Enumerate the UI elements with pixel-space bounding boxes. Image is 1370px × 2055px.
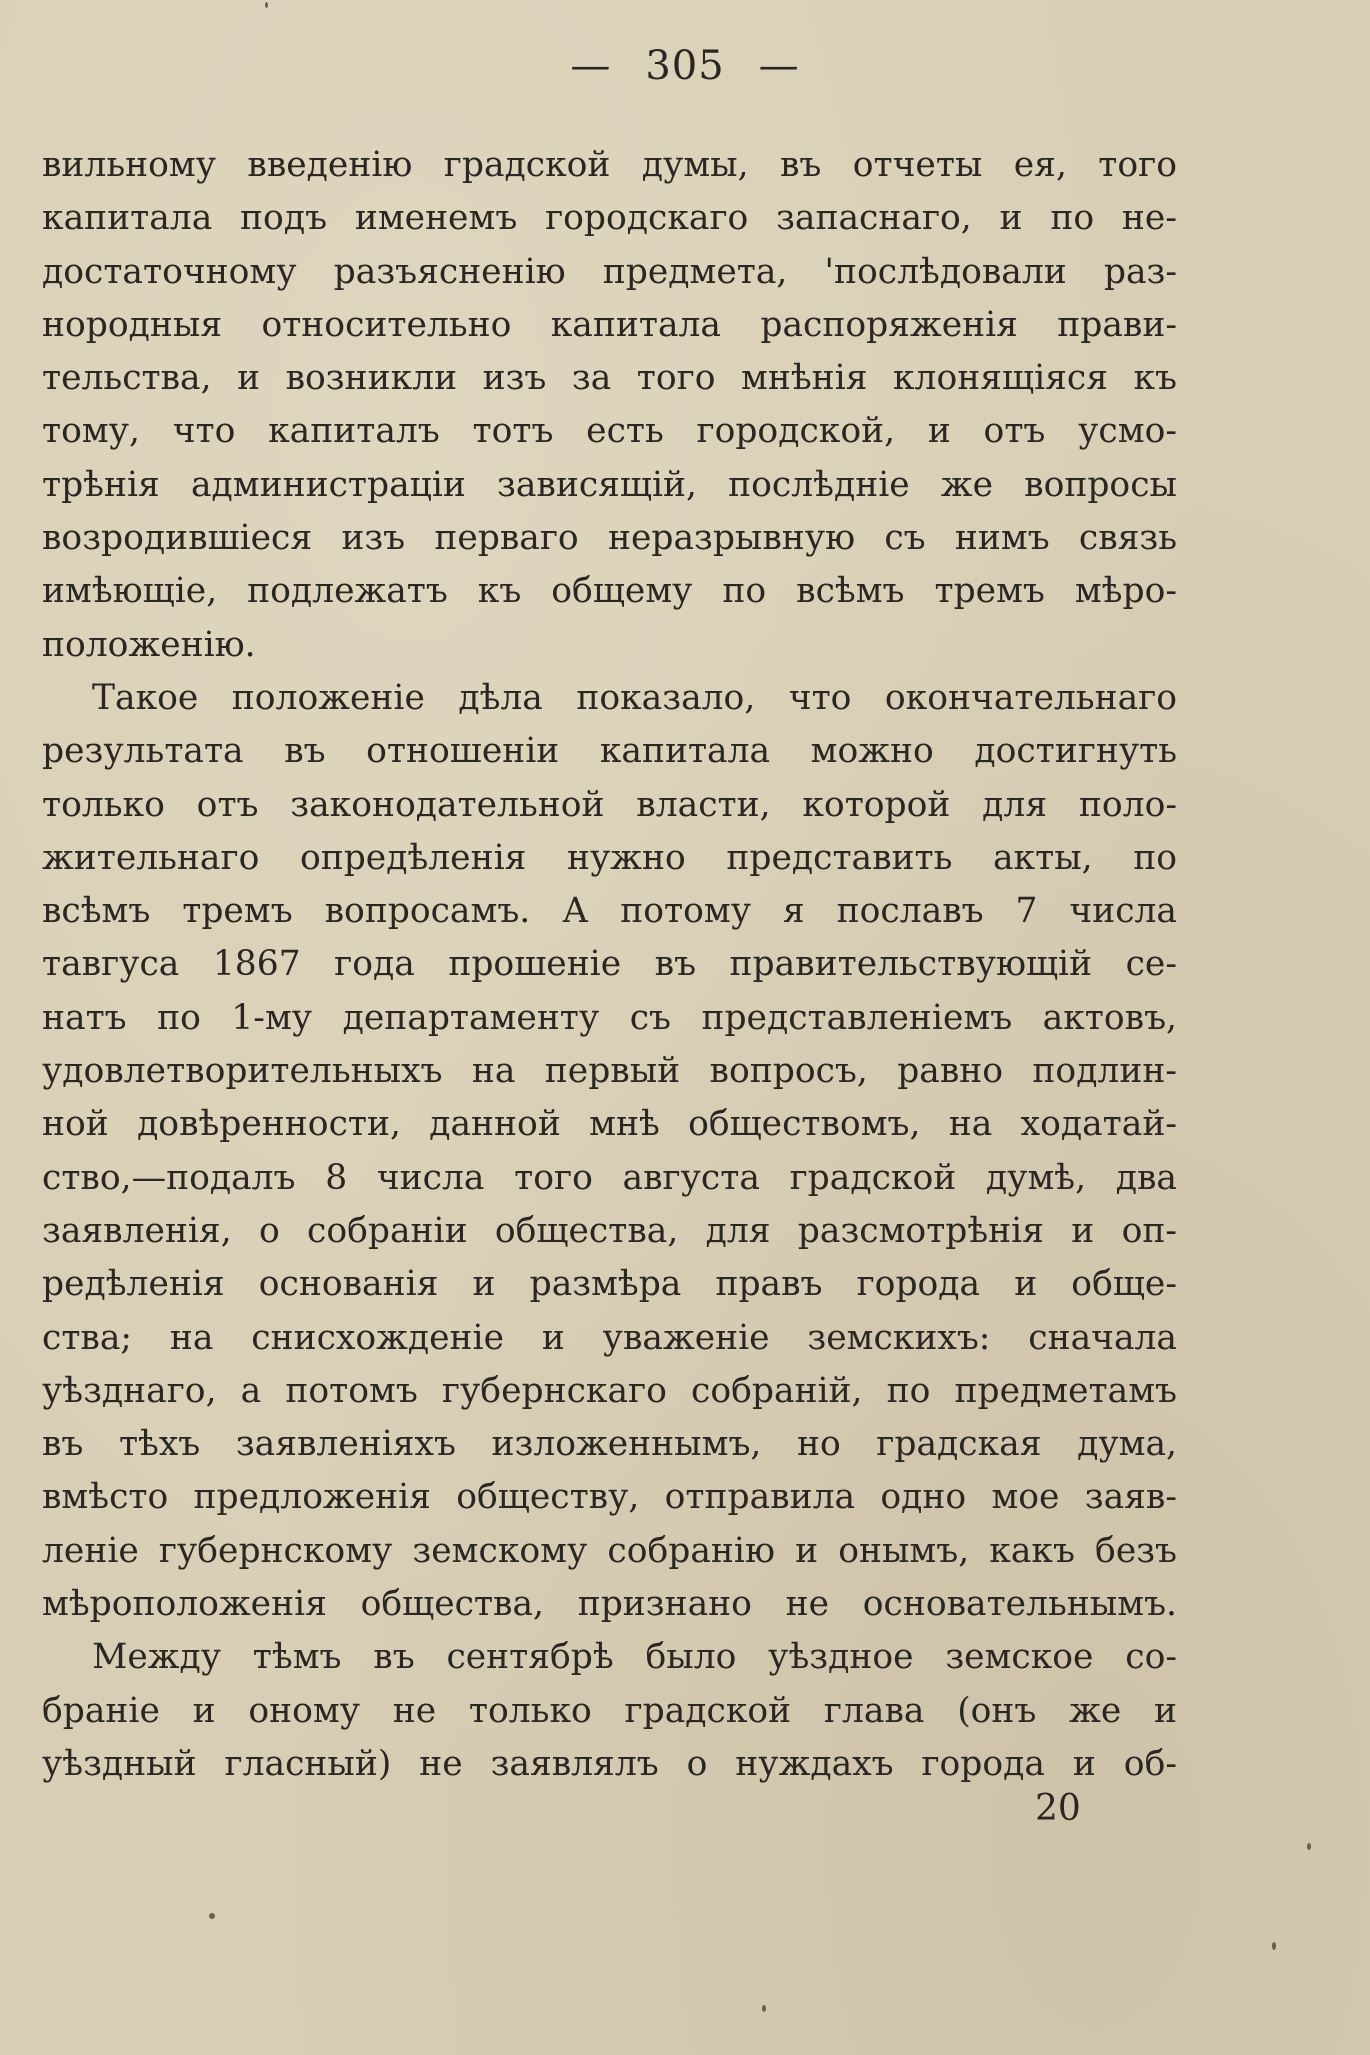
header-dash-right: — xyxy=(758,43,800,89)
ink-speck xyxy=(762,2005,766,2012)
ink-speck xyxy=(1307,1843,1311,1850)
text-line: возродившiеся изъ перваго неразрывную съ нимъ связь xyxy=(42,518,1177,559)
text-line: тавгуса 1867 года прошенiе въ правительствующiй се- xyxy=(42,944,1177,985)
paragraph-end-line: мѣроположенiя общества, признано не основательнымъ. xyxy=(42,1584,1177,1625)
text-line: достаточному разъясненiю предмета, 'послѣдовали раз- xyxy=(42,251,1177,292)
text-line: ства; на снисхожденiе и уваженiе земскихъ: сначала xyxy=(42,1317,1177,1358)
page-header xyxy=(0,40,1370,92)
paragraph-start-line: Такое положенiе дѣла показало, что окончательнаго xyxy=(92,677,1177,718)
text-line: результата въ отношенiи капитала можно достигнуть xyxy=(42,731,1177,772)
text-line: всѣмъ тремъ вопросамъ. А потому я пославъ 7 числа xyxy=(42,891,1177,932)
ink-speck xyxy=(265,2,268,8)
text-line: ленiе губернскому земскому собранiю и онымъ, какъ безъ xyxy=(42,1530,1177,1571)
text-line: удовлетворительныхъ на первый вопросъ, равно подлин- xyxy=(42,1051,1177,1092)
ink-speck xyxy=(209,1913,215,1919)
text-line: натъ по 1-му департаменту съ представленiемъ актовъ, xyxy=(42,997,1177,1038)
text-line: вмѣсто предложенiя обществу, отправила одно мое заяв- xyxy=(42,1477,1177,1518)
text-line: ной довѣренности, данной мнѣ обществомъ, на ходатай- xyxy=(42,1104,1177,1145)
text-line: бранiе и оному не только градской глава (онъ же и xyxy=(42,1690,1177,1731)
text-line: трѣнiя администрацiи зависящiй, послѣднiе же вопросы xyxy=(42,464,1177,505)
text-line: редѣленiя основанiя и размѣра правъ города и обще- xyxy=(42,1264,1177,1305)
text-line: тому, что капиталъ тотъ есть городской, и отъ усмо- xyxy=(42,411,1177,452)
text-line: въ тѣхъ заявленiяхъ изложеннымъ, но градская дума, xyxy=(42,1424,1177,1465)
text-line: жительнаго опредѣленiя нужно представить акты, по xyxy=(42,837,1177,878)
paragraph-end-line: положенiю. xyxy=(42,624,256,665)
page-number: 305 xyxy=(645,43,725,89)
text-line: заявленiя, о собранiи общества, для разсмотрѣнiя и оп- xyxy=(42,1210,1177,1251)
signature-mark: 20 xyxy=(1035,1788,1081,1829)
text-line: только отъ законодательной власти, которой для поло- xyxy=(42,784,1177,825)
body-text xyxy=(42,139,1177,1791)
paragraph-start-line: Между тѣмъ въ сентябрѣ было уѣздное земское со- xyxy=(92,1637,1177,1678)
text-line: уѣзднаго, а потомъ губернскаго собранiй, по предметамъ xyxy=(42,1370,1177,1411)
text-line: вильному введенiю градской думы, въ отчеты ея, того xyxy=(42,145,1177,185)
text-line: уѣздный гласный) не заявлялъ о нуждахъ города и об- xyxy=(42,1743,1177,1784)
ink-speck xyxy=(1272,1942,1276,1950)
text-line: ство,—подалъ 8 числа того августа градской думѣ, два xyxy=(42,1157,1177,1198)
text-line: тельства, и возникли изъ за того мнѣнiя клонящiяся къ xyxy=(42,358,1177,399)
text-line: имѣющiе, подлежатъ къ общему по всѣмъ тремъ мѣро- xyxy=(42,571,1177,612)
header-dash-left: — xyxy=(570,43,612,89)
text-line: нородныя относительно капитала распоряженiя прави- xyxy=(42,304,1177,345)
text-line: капитала подъ именемъ городскаго запаснаго, и по не- xyxy=(42,198,1177,239)
